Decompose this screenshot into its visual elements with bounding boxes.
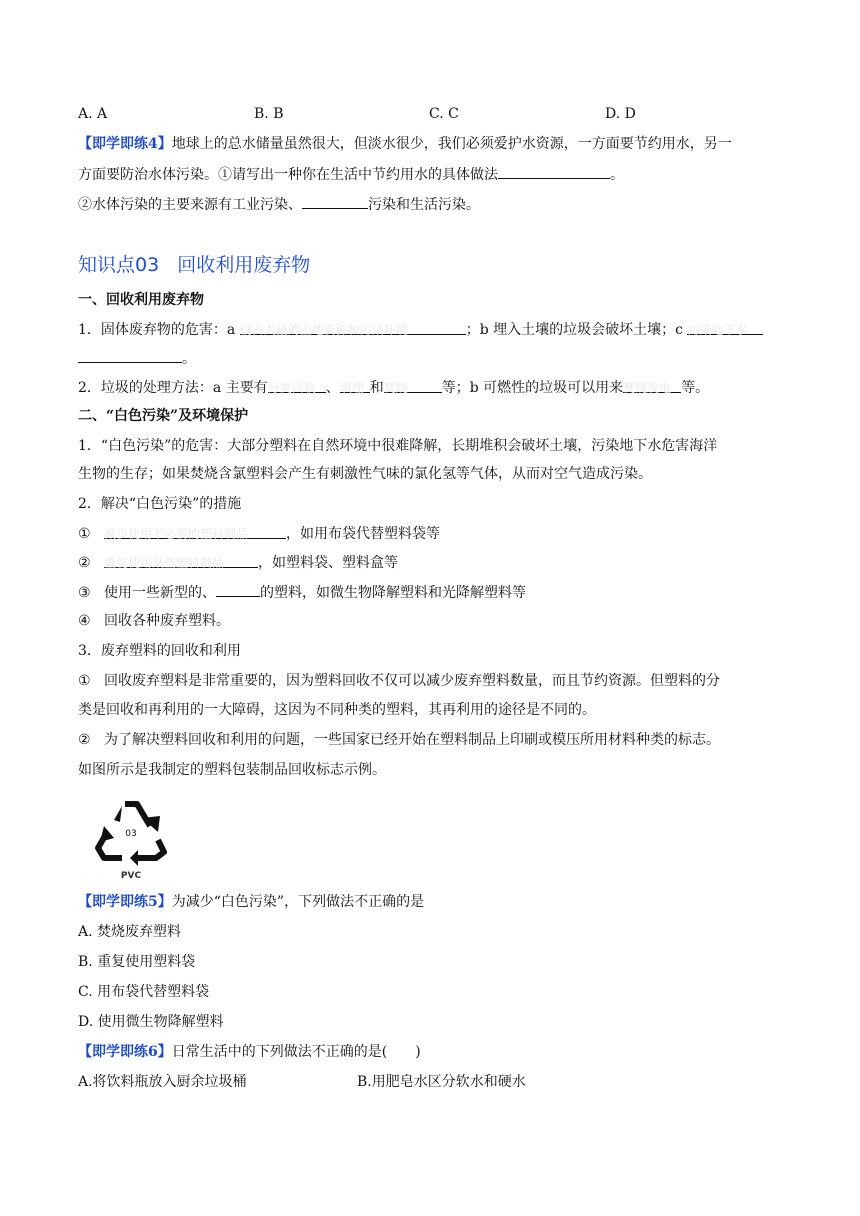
recycle-2-number: ② — [78, 732, 91, 748]
recycle-2-text-a: 为了解决塑料回收和利用的问题，一些国家已经开始在塑料制品上印刷或模压所用材料种类的标志。 — [104, 732, 720, 748]
answer-blank: 减少使用不必要的塑料制品 — [104, 524, 286, 539]
measure-4-text: 回收各种废弃塑料。 — [104, 613, 230, 629]
answer-blank: 填埋 — [340, 378, 370, 393]
practice4-line3 — [78, 194, 480, 215]
measure-3-text-a: 使用一些新型的、 — [104, 585, 216, 601]
logo-label: PVC — [120, 871, 142, 880]
section-heading — [78, 250, 310, 277]
part2-p2: 2．解决“白色污染”的措施 — [78, 496, 242, 512]
part2-p3: 3．废弃塑料的回收和利用 — [78, 643, 241, 659]
section-title: 回收利用废弃物 — [177, 254, 311, 276]
part2-heading: 二、“白色污染”及环境保护 — [78, 408, 249, 424]
practice4-tag: 【即学即练4】 — [78, 136, 172, 152]
answer-blank — [78, 348, 182, 363]
practice4-text2b: 。 — [610, 167, 624, 183]
option-b: B. B — [254, 106, 284, 122]
option-a: A. A — [78, 106, 108, 122]
practice5-text: 为减少“白色污染”，下列做法不正确的是 — [171, 894, 425, 910]
recycle-1-text-a: 回收废弃塑料是非常重要的，因为塑料回收不仅可以减少废弃塑料数量，而且节约资源。但塑料的分 — [104, 673, 720, 689]
option-c: C. C — [429, 106, 459, 122]
measure-1-text: ，如用布袋代替塑料袋等 — [286, 526, 440, 542]
practice5-option-a: A. 焚烧废弃塑料 — [78, 924, 182, 940]
recycling-symbol-icon — [92, 796, 170, 880]
recycle-2 — [78, 730, 720, 750]
practice5-question — [78, 892, 424, 912]
practice4-text2a: 方面要防治水体污染。①请写出一种你在生活中节约用水的具体做法 — [78, 167, 498, 183]
practice6-tag: 【即学即练6】 — [78, 1044, 172, 1060]
part1-heading: 一、回收利用废弃物 — [78, 292, 204, 308]
answer-blank: 污染地下水 — [687, 320, 763, 335]
measure-1 — [78, 524, 440, 544]
practice4-text1: 地球上的总水储量虽然很大，但淡水很少，我们必须爱护水资源，一方面要节约用水，另一 — [171, 136, 732, 152]
part1-l3c: 和 — [369, 380, 384, 396]
answer-blank: 焚烧发电 — [623, 378, 681, 393]
answer-blank: 焚烧 — [384, 378, 442, 393]
measure-4 — [78, 611, 230, 631]
answer-blank — [216, 582, 260, 597]
measure-3-text-b: 的塑料，如微生物降解塑料和光降解塑料等 — [260, 585, 526, 601]
practice4-text3b: 污染和生活污染。 — [368, 197, 480, 213]
measure-1-number: ① — [78, 526, 91, 542]
practice6-question — [78, 1042, 421, 1062]
practice5-option-b: B. 重复使用塑料袋 — [78, 954, 196, 970]
practice6-text: 日常生活中的下列做法不正确的是( ) — [171, 1044, 421, 1060]
part1-l3d: 等；b 可燃性的垃圾可以用来 — [441, 380, 624, 396]
practice4-line2 — [78, 164, 624, 185]
measure-2-number: ② — [78, 555, 91, 571]
recycle-1-number: ① — [78, 673, 91, 689]
answer-blank — [498, 164, 610, 179]
logo-code: 03 — [125, 829, 137, 839]
practice6-option-b: B.用肥皂水区分软水和硬水 — [357, 1074, 526, 1090]
measure-4-number: ④ — [78, 613, 91, 629]
answer-blank: 侵占大量的土地资源和污染环境 — [240, 320, 466, 335]
practice4-text3a: ②水体污染的主要来源有工业污染、 — [78, 197, 302, 213]
practice4-line1 — [78, 134, 732, 154]
measure-3-number: ③ — [78, 585, 91, 601]
part1-l3e: 等。 — [681, 380, 710, 396]
recycle-1 — [78, 671, 720, 691]
answer-blank: 重复使用某些塑料制品 — [104, 553, 258, 568]
recycle-1b: 类是回收和再利用的一大障碍，这因为不同种类的塑料，其再利用的途径是不同的。 — [78, 702, 596, 718]
part1-l1a: 1．固体废弃物的危害：a — [78, 322, 240, 338]
part1-line3 — [78, 378, 709, 398]
measure-2-text: ，如塑料袋、塑料盒等 — [258, 555, 398, 571]
part1-l3b: 、 — [325, 380, 340, 396]
practice5-tag: 【即学即练5】 — [78, 894, 172, 910]
measure-3 — [78, 582, 526, 603]
answer-blank — [302, 194, 368, 209]
option-d: D. D — [605, 106, 636, 122]
part2-p1a: 1．“白色污染”的危害：大部分塑料在自然环境中很难降解，长期堆积会破坏土壤，污染地下水危害海洋 — [78, 438, 718, 454]
part2-p1b: 生物的生存；如果焚烧含氯塑料会产生有刺激性气味的氯化氢等气体，从而对空气造成污染。 — [78, 466, 652, 482]
part1-line1 — [78, 320, 763, 340]
practice5-option-d: D. 使用微生物降解塑料 — [78, 1014, 224, 1030]
practice6-option-a: A.将饮料瓶放入厨余垃圾桶 — [78, 1074, 247, 1090]
part1-l2end: 。 — [182, 351, 196, 367]
part1-l1b: ；b 埋入土壤的垃圾会破坏土壤；c — [465, 322, 688, 338]
recycle-2b: 如图所示是我制定的塑料包装制品回收标志示例。 — [78, 762, 386, 778]
part1-line2 — [78, 348, 196, 369]
practice5-option-c: C. 用布袋代替塑料袋 — [78, 984, 210, 1000]
section-number: 知识点03 — [78, 254, 160, 276]
answer-blank: 分类回收 — [268, 378, 326, 393]
measure-2 — [78, 553, 398, 573]
part1-l3a: 2．垃圾的处理方法：a 主要有 — [78, 380, 268, 396]
